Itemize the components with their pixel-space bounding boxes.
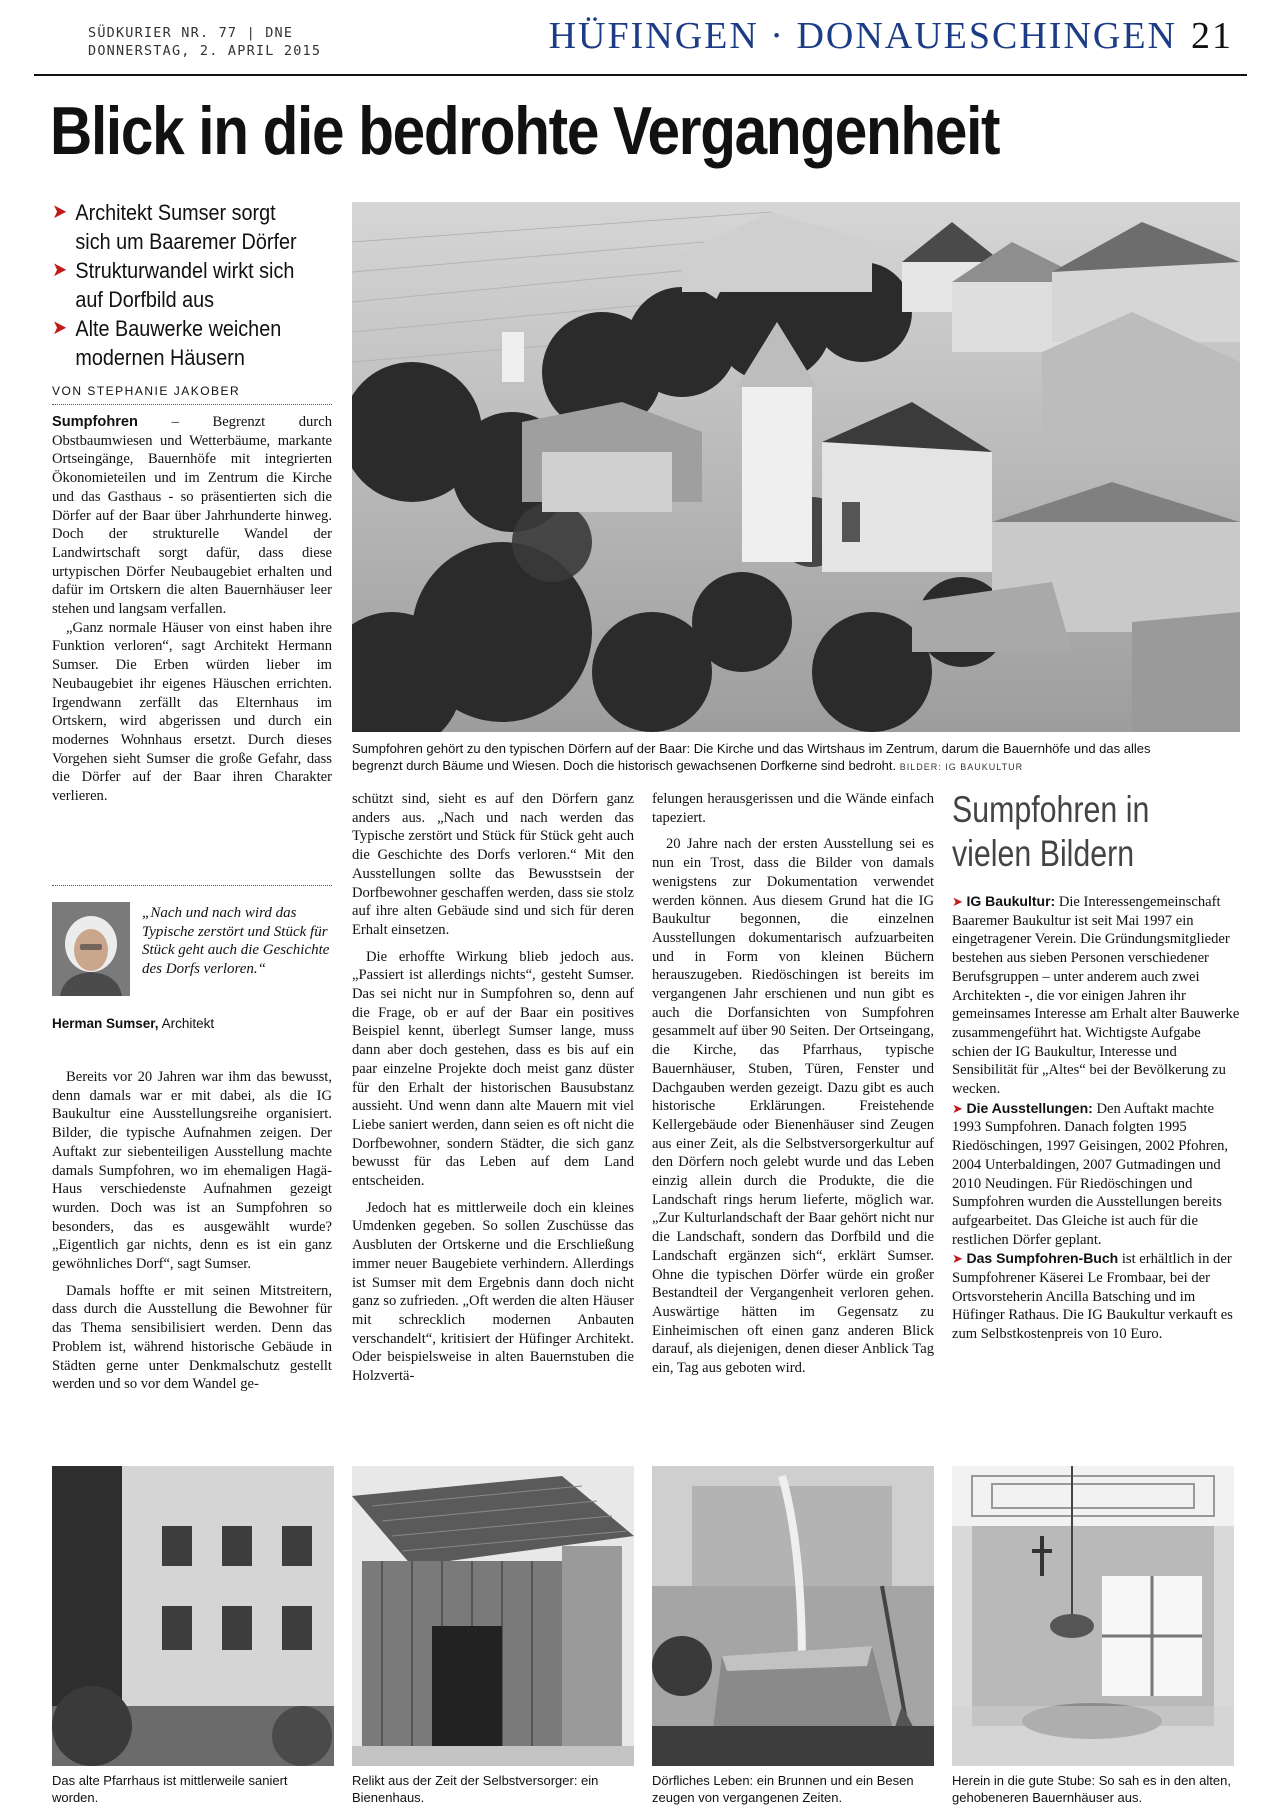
- info-item: ➤ Das Sumpfohren-Buch ist erhältlich in der Sumpfohrener Käserei Le Frombaar, bei der Ortsvorsteherin Ancilla Batsching und im Hüfinger Rathaus. Die IG Baukultur verkauft es zum Selbstkostenpreis von 10 Euro.: [952, 1250, 1233, 1343]
- infobox-body: [952, 892, 1240, 1344]
- arrow-icon: ➤: [52, 201, 68, 223]
- photo-bienenhaus: [352, 1466, 634, 1766]
- pull-quote: „Nach und nach wird das Typische zerstört und Stück für Stück geht auch die Geschichte des Dorfs verloren.“: [142, 905, 330, 977]
- photo-caption: Relikt aus der Zeit der Selbstversorger: ein Bienenhaus.: [352, 1773, 599, 1805]
- divider: [52, 404, 332, 405]
- divider: [52, 885, 332, 886]
- paragraph: 20 Jahre nach der ersten Ausstellung sei es nun ein Trost, dass die Bilder von damals wenigstens zur Dokumentation verwendet werden können. Aus diesem Grund hat die IG Baukultur begonnen, die einzelnen Ausstellungen dokumentarisch aufzuarbeiten und in Form von kleinen Büchern herauszugeben. Riedöschingen ist bereits im vergangenen Jahr erschienen und nun gibt es auch die Dorfansichten von Sumpfohren gesammelt auf über 90 Seiten. Der Ortseingang, die Kirche, das Pfarrhaus, typische Bauernhäuser, Stuben, Türen, Fenster und Dachgauben werden gezeigt. Dazu gibt es auch historische Erklärungen. Freistehende Kellergebäude oder Bienenhäuser sind Zeugen aus einer Zeit, als die Selbstversorgerkultur auf den Dörfern noch gelebt wurde und das Leben einzig allein durch die Produkte, die die Landschaft rings herum lieferte, möglich war. „Zur Kulturlandschaft der Baar gehört nicht nur die Landschaft, sondern das Dorfbild und die Landschaft ergänzen sich“, erklärt Sumser. Ohne die typischen Dörfer würde ein großer Bestandteil der Vergangenheit verloren gehen. Auswärtige hätten im Gegensatz zu Einheimischen oft einen ganz anderen Blick darauf, als diejenigen, denen dieser Anblick Tag ein, Tag aus geboten wird.: [652, 836, 934, 1377]
- photo-caption: Das alte Pfarrhaus ist mittlerweile saniert worden.: [52, 1773, 288, 1805]
- dateline: Sumpfohren: [52, 414, 138, 430]
- bullet-item: ➤ Architekt Sumser sorgt sich um Baaremer Dörfer: [52, 200, 297, 254]
- photo-brunnen: [652, 1466, 934, 1766]
- article-column-3: [652, 790, 934, 1378]
- paragraph: Sumpfohren – Begrenzt durch Obstbaumwiesen und Wetterbäume, markante Ortseingänge, Bauernhöfe mit integrierten Ökonomieteilen und im Zentrum die Kirche und das Gasthaus - so präsentierten sich die Dörfer auf der Baar über Jahrhunderte hinweg. Doch der strukturelle Wandel der Landwirtschaft sorgt dafür, dass diese urtypischen Dörfer Neubaugebiet erhalten und dafür im Ortskern die alten Bauernhäuser leer stehen und langsam verfallen.: [52, 414, 332, 618]
- bullet-item: ➤ Alte Bauwerke weichen modernen Häusern: [52, 316, 282, 370]
- photo-caption: Dörfliches Leben: ein Brunnen und ein Besen zeugen von vergangenen Zeiten.: [652, 1773, 914, 1805]
- quote-role: Architekt: [158, 1016, 215, 1031]
- info-item: ➤ IG Baukultur: Die Interessengemeinschaft Baaremer Baukultur ist seit Mai 1997 ein eingetragener Verein. Die Gründungsmitglieder bestehen aus sieben Personen verschiedener Berufsgruppen – unter anderem auch zwei Architekten -, die vor einigen Jahren ihr gemeinsames Interesse am Erhalt alter Bauwerke zusammengeführt hat. Wichtigste Aufgabe schien der IG Baukultur, Interesse und Sensibilität für „Altes“ bei der Bevölkerung zu wecken.: [952, 893, 1240, 1098]
- article-column-2: [352, 790, 634, 1386]
- arrow-icon: ➤: [952, 1251, 967, 1267]
- arrow-icon: ➤: [52, 317, 68, 339]
- portrait-photo: [52, 902, 130, 996]
- infobox-title: Sumpfohren in vielen Bildern: [952, 789, 1150, 874]
- infobox: [952, 788, 1240, 1344]
- quote-attribution: [52, 1016, 214, 1031]
- byline: VON STEPHANIE JAKOBER: [52, 384, 241, 398]
- header-rule: [34, 74, 1247, 76]
- teaser-bullets: [52, 198, 313, 372]
- issue-info: [88, 24, 321, 60]
- headline: Blick in die bedrohte Vergangenheit: [50, 93, 1000, 169]
- paragraph: Jedoch hat es mittlerweile doch ein kleines Umdenken gegeben. So sollen Zuschüsse das Ausbluten der Ortskerne und die Erschließung immer neuer Baugebiete verhindern. Allerdings ist Sumser mit dem Ergebnis dann doch nicht ganz so zufrieden. „Oft werden die alten Häuser mit schrecklich modernen Anbauten verschandelt“, kritisiert der Hüfinger Architekt. Oder beispielsweise in alten Bauernstuben die Holzvertä-: [352, 1199, 634, 1385]
- paragraph: felungen herausgerissen und die Wände einfach tapeziert.: [652, 791, 934, 826]
- paragraph: Die erhoffte Wirkung blieb jedoch aus. „Passiert ist allerdings nichts“, gesteht Sumser. Das sei nicht nur in Sumpfohren so, denn auf die Frage, ob er auf der Baar ein positives Beispiel kennt, überlegt Sumser lange, muss dann aber doch gestehen, dass es bis auf ein paar einzelne Projekte doch meist ganz düster für den Erhalt der historischen Bausubstanz aussieht. Und wenn dann alte Mauern mit viel Liebe saniert werden, dann seien es oft nicht die Dorfbewohner, sondern Städter, die sich ganz bewusst für das Leben auf dem Land entscheiden.: [352, 948, 634, 1190]
- main-photo-village: [352, 202, 1240, 732]
- photo-caption: Herein in die gute Stube: So sah es in den alten, gehobeneren Bauernhäuser aus.: [952, 1773, 1231, 1805]
- paragraph: schützt sind, sieht es auf den Dörfern ganz anders aus. „Nach und nach werden das Typische zerstört und Stück für Stück geht auch die Geschichte des Dorfs verloren.“ Mit den Ausstellungen sollte das Bewusstsein der Dorfbewohner geschaffen werden, dass sie stolz auf ihre alten Gebäude sind und sich für deren Erhalt einsetzen.: [352, 791, 634, 938]
- section-title: [549, 14, 1233, 58]
- arrow-icon: ➤: [952, 894, 967, 909]
- paragraph: Damals hoffte er mit seinen Mitstreitern, dass durch die Ausstellung die Bewohner für das Thema sensibilisiert werden. Denn das Problem ist, während historische Gebäude in Städten gerne unter Denkmalschutz gestellt werden und so vor dem Wandel ge-: [52, 1282, 332, 1393]
- article-column-1-top: [52, 413, 332, 806]
- arrow-icon: ➤: [52, 259, 68, 281]
- section-name: HÜFINGEN · DONAUESCHINGEN: [548, 15, 1177, 57]
- info-item: ➤ Die Ausstellungen: Den Auftakt machte 1993 Sumpfohren. Danach folgten 1995 Riedöschingen, 1997 Geisingen, 2002 Pfohren, 2004 Unterbaldingen, 2007 Gutmadingen und 2010 Neudingen. Für Riedöschingen und Sumpfohren wurden die Ausstellungen bereits aufgearbeitet. Das Gleiche ist auch für die restlichen Dörfer geplant.: [952, 1099, 1229, 1248]
- paragraph: Bereits vor 20 Jahren war ihm das bewusst, denn damals war er mit dabei, als die IG Baukultur eine Ausstellungsreihe organisiert. Bilder, die typische Aufnahmen zeigen. Der Auftakt zur siebenteiligen Ausstellung machte damals Sumpfohren, wo im ehemaligen Hagä-Haus verschiedenste Aufnahmen gezeigt wurden. Doch was ist an Sumpfohren so besonders, das es ausgewählt wurde? „Eigentlich gar nichts, denn es ist ein ganz gewöhnliches Dorf“, sagt Sumser.: [52, 1069, 332, 1273]
- arrow-icon: ➤: [952, 1100, 967, 1116]
- main-photo-caption: Sumpfohren gehört zu den typischen Dörfern auf der Baar: Die Kirche und das Wirtshaus im Zentrum, darum die Bauernhöfe und das alles begrenzt durch Bäume und Wiesen. Doch die historisch gewachsenen Dorfkerne sind bedroht. BILDER: IG BAUKULTUR: [352, 741, 1151, 773]
- photo-credit: BILDER: IG BAUKULTUR: [899, 762, 1024, 772]
- issue-line: SÜDKURIER NR. 77 | DNE: [88, 25, 294, 41]
- page-number: 21: [1191, 15, 1233, 57]
- date-line: DONNERSTAG, 2. APRIL 2015: [88, 43, 322, 59]
- photo-pfarrhaus: [52, 1466, 334, 1766]
- article-column-1-bottom: [52, 1068, 332, 1394]
- photo-stube: [952, 1466, 1234, 1766]
- bullet-item: ➤ Strukturwandel wirkt sich auf Dorfbild aus: [52, 258, 295, 312]
- quote-name: Herman Sumser,: [52, 1016, 159, 1031]
- paragraph: „Ganz normale Häuser von einst haben ihre Funktion verloren“, sagt Architekt Hermann Sumser. Die Erben würden lieber im Neubaugebiet ihr eigenes Häuschen errichten. Irgendwann zerfällt das Elternhaus im Ortskern, wird abgerissen und durch ein modernes Wohnhaus ersetzt. Durch dieses Vorgehen sieht Sumser die große Gefahr, dass die Dörfer auf der Baar ihren Charakter verlieren.: [52, 619, 332, 805]
